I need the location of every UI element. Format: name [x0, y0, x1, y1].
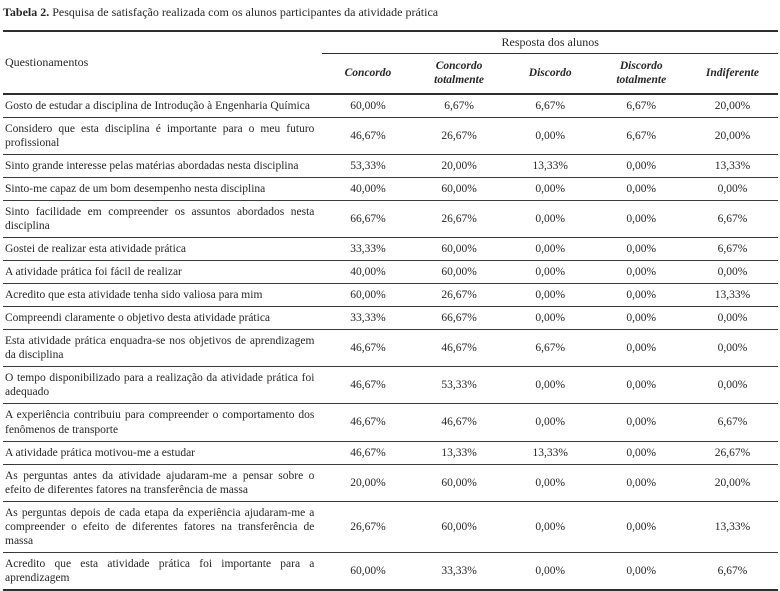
question-cell: Esta atividade prática enquadra-se nos objetivos de aprendizagem da disciplina	[3, 330, 322, 367]
value-cell: 0,00%	[596, 404, 687, 441]
value-cell: 0,00%	[596, 201, 687, 238]
value-cell: 26,67%	[322, 501, 413, 552]
table-row	[3, 238, 778, 261]
question-cell: As perguntas antes da atividade ajudaram-me a pensar sobre o efeito de diferentes fatores na transferência de massa	[3, 464, 322, 501]
value-cell: 13,33%	[505, 155, 596, 178]
table-caption-label: Tabela 2.	[3, 5, 50, 19]
value-cell: 6,67%	[505, 330, 596, 367]
question-cell: Acredito que esta atividade prática foi importante para a aprendizagem	[3, 552, 322, 590]
table-row	[3, 201, 778, 238]
value-cell: 20,00%	[687, 118, 778, 155]
value-cell: 0,00%	[505, 118, 596, 155]
value-cell: 6,67%	[596, 118, 687, 155]
value-cell: 0,00%	[505, 404, 596, 441]
value-cell: 0,00%	[596, 464, 687, 501]
value-cell: 0,00%	[505, 238, 596, 261]
question-cell: Acredito que esta atividade tenha sido valiosa para mim	[3, 284, 322, 307]
value-cell: 6,67%	[687, 238, 778, 261]
group-header-row	[3, 31, 778, 54]
value-cell: 0,00%	[505, 552, 596, 590]
table-head	[3, 31, 778, 95]
value-cell: 13,33%	[414, 441, 505, 464]
table-row	[3, 284, 778, 307]
value-cell: 26,67%	[414, 284, 505, 307]
value-cell: 0,00%	[596, 155, 687, 178]
table-row	[3, 330, 778, 367]
table-row	[3, 501, 778, 552]
value-cell: 0,00%	[596, 307, 687, 330]
value-cell: 26,67%	[687, 441, 778, 464]
value-cell: 0,00%	[687, 261, 778, 284]
value-cell: 0,00%	[505, 464, 596, 501]
question-cell: Considero que esta disciplina é importante para o meu futuro profissional	[3, 118, 322, 155]
table-row	[3, 367, 778, 404]
column-header: Discordo totalmente	[596, 54, 687, 95]
value-cell: 60,00%	[322, 284, 413, 307]
value-cell: 13,33%	[687, 284, 778, 307]
value-cell: 60,00%	[414, 464, 505, 501]
question-cell: Sinto grande interesse pelas matérias abordadas nesta disciplina	[3, 155, 322, 178]
table-row	[3, 464, 778, 501]
value-cell: 0,00%	[505, 284, 596, 307]
value-cell: 60,00%	[414, 501, 505, 552]
value-cell: 46,67%	[322, 330, 413, 367]
table-row	[3, 404, 778, 441]
column-header: Concordo	[322, 54, 413, 95]
value-cell: 40,00%	[322, 261, 413, 284]
value-cell: 6,67%	[687, 552, 778, 590]
column-header: Indiferente	[687, 54, 778, 95]
satisfaction-survey-table	[3, 30, 778, 591]
value-cell: 6,67%	[626, 100, 657, 113]
value-cell: 13,33%	[687, 155, 778, 178]
value-cell: 6,67%	[687, 404, 778, 441]
value-cell: 0,00%	[687, 367, 778, 404]
question-cell: Compreendi claramente o objetivo desta atividade prática	[3, 307, 322, 330]
table-row	[3, 155, 778, 178]
value-cell: 0,00%	[505, 367, 596, 404]
table-caption-text: Pesquisa de satisfação realizada com os alunos participantes da atividade prática	[52, 5, 439, 19]
question-cell: Sinto facilidade em compreender os assuntos abordados nesta disciplina	[3, 201, 322, 238]
question-cell: A atividade prática motivou-me a estudar	[3, 441, 322, 464]
value-cell: 13,33%	[687, 501, 778, 552]
value-cell: 66,67%	[322, 201, 413, 238]
table-row	[3, 441, 778, 464]
column-header: Concordo totalmente	[414, 54, 505, 95]
value-cell: 33,33%	[322, 238, 413, 261]
value-cell: 46,67%	[322, 404, 413, 441]
value-cell: 46,67%	[322, 118, 413, 155]
value-cell: 40,00%	[322, 178, 413, 201]
column-header: Discordo	[505, 54, 596, 95]
value-cell: 33,33%	[414, 552, 505, 590]
value-cell: 26,67%	[414, 201, 505, 238]
value-cell: 33,33%	[322, 307, 413, 330]
question-cell: Gostei de realizar esta atividade prática	[3, 238, 322, 261]
question-cell: Sinto-me capaz de um bom desempenho nesta disciplina	[3, 178, 322, 201]
value-cell: 60,00%	[350, 100, 386, 113]
value-cell: 60,00%	[322, 552, 413, 590]
row-header-questionamentos: Questionamentos	[3, 31, 322, 95]
value-cell: 0,00%	[505, 201, 596, 238]
value-cell: 20,00%	[714, 100, 751, 113]
value-cell: 0,00%	[687, 307, 778, 330]
value-cell: 0,00%	[596, 178, 687, 201]
question-cell: As perguntas depois de cada etapa da experiência ajudaram-me a compreender o efeito de diferentes fatores na transferência de massa	[3, 501, 322, 552]
value-cell: 46,67%	[322, 441, 413, 464]
value-cell: 20,00%	[322, 464, 413, 501]
value-cell: 13,33%	[505, 441, 596, 464]
value-cell: 20,00%	[414, 155, 505, 178]
value-cell: 0,00%	[687, 330, 778, 367]
value-cell: 0,00%	[596, 261, 687, 284]
table-row	[3, 552, 778, 590]
question-cell: Gosto de estudar a disciplina de Introdução à Engenharia Química	[5, 100, 310, 113]
value-cell: 26,67%	[414, 118, 505, 155]
value-cell: 46,67%	[414, 404, 505, 441]
value-cell: 6,67%	[444, 100, 474, 113]
value-cell: 0,00%	[596, 330, 687, 367]
value-cell: 0,00%	[505, 307, 596, 330]
table-row	[3, 178, 778, 201]
value-cell: 53,33%	[322, 155, 413, 178]
value-cell: 0,00%	[596, 367, 687, 404]
table-body	[3, 94, 778, 589]
value-cell: 53,33%	[414, 367, 505, 404]
question-cell: A experiência contribuiu para compreender o comportamento dos fenômenos de transporte	[3, 404, 322, 441]
value-cell: 0,00%	[596, 238, 687, 261]
value-cell: 0,00%	[505, 501, 596, 552]
table-row	[3, 118, 778, 155]
value-cell: 46,67%	[322, 367, 413, 404]
value-cell: 60,00%	[414, 178, 505, 201]
value-cell: 6,67%	[687, 201, 778, 238]
table-caption	[3, 4, 778, 30]
value-cell: 66,67%	[414, 307, 505, 330]
value-cell: 20,00%	[687, 464, 778, 501]
value-cell: 46,67%	[414, 330, 505, 367]
table-row	[3, 94, 778, 118]
value-cell: 6,67%	[535, 100, 566, 113]
value-cell: 0,00%	[505, 178, 596, 201]
value-cell: 60,00%	[414, 261, 505, 284]
question-cell: A atividade prática foi fácil de realizar	[3, 261, 322, 284]
value-cell: 0,00%	[687, 178, 778, 201]
value-cell: 0,00%	[596, 441, 687, 464]
value-cell: 0,00%	[596, 284, 687, 307]
table-row	[3, 261, 778, 284]
table-row	[3, 307, 778, 330]
value-cell: 0,00%	[505, 261, 596, 284]
question-cell: O tempo disponibilizado para a realização da atividade prática foi adequado	[3, 367, 322, 404]
value-cell: 0,00%	[596, 501, 687, 552]
value-cell: 60,00%	[414, 238, 505, 261]
group-header-resposta-dos-alunos: Resposta dos alunos	[322, 31, 778, 54]
value-cell: 0,00%	[596, 552, 687, 590]
